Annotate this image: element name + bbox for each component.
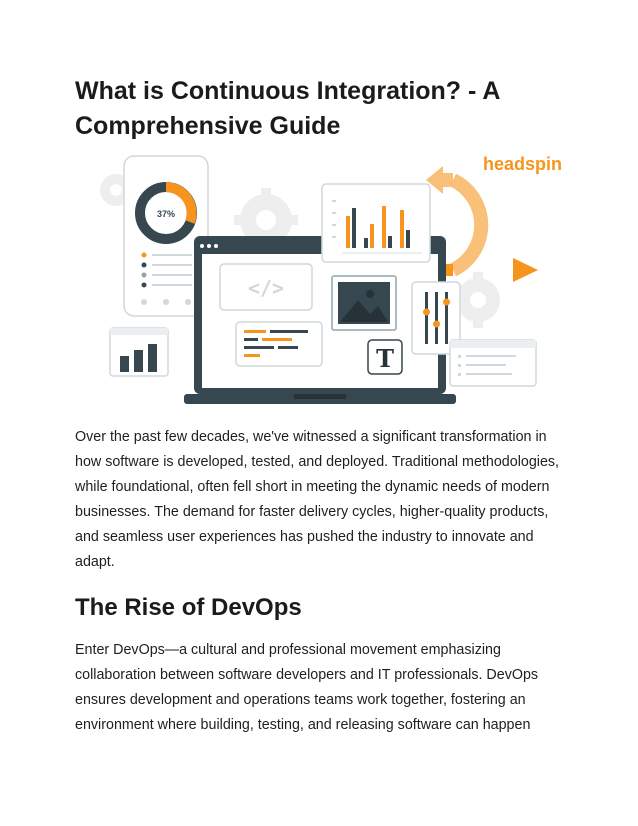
section-paragraph: Enter DevOps—a cultural and professional movement emphasizing collaboration between software developers and IT professionals. DevOps ensures development and operations teams work together, fostering an environment where building, testing, and releasing software can happen: [75, 642, 539, 733]
code-icon: </>: [247, 276, 285, 300]
section-heading: The Rise of DevOps: [75, 594, 302, 621]
donut-percent-label: 37%: [156, 209, 176, 219]
bar-chart-card: [322, 184, 430, 262]
intro-paragraph: Over the past few decades, we've witnessed a significant transformation in how software is developed, tested, and deployed. Traditional methodologies, while foundational, often fell short in meeting the dynamic needs of modern businesses. The demand for faster delivery cycles, higher-quality products, and seamless user experiences has pushed the industry to innovate and adapt.: [75, 429, 560, 570]
brand-logo: headspin: [483, 154, 563, 174]
list-card: [450, 340, 536, 386]
gear-icon: [456, 272, 500, 328]
page-title: What is Continuous Integration? - A Comprehensive Guide: [75, 77, 500, 140]
text-icon-letter: T: [376, 344, 394, 373]
hero-illustration: [98, 150, 568, 412]
mini-bar-card: [110, 328, 168, 376]
